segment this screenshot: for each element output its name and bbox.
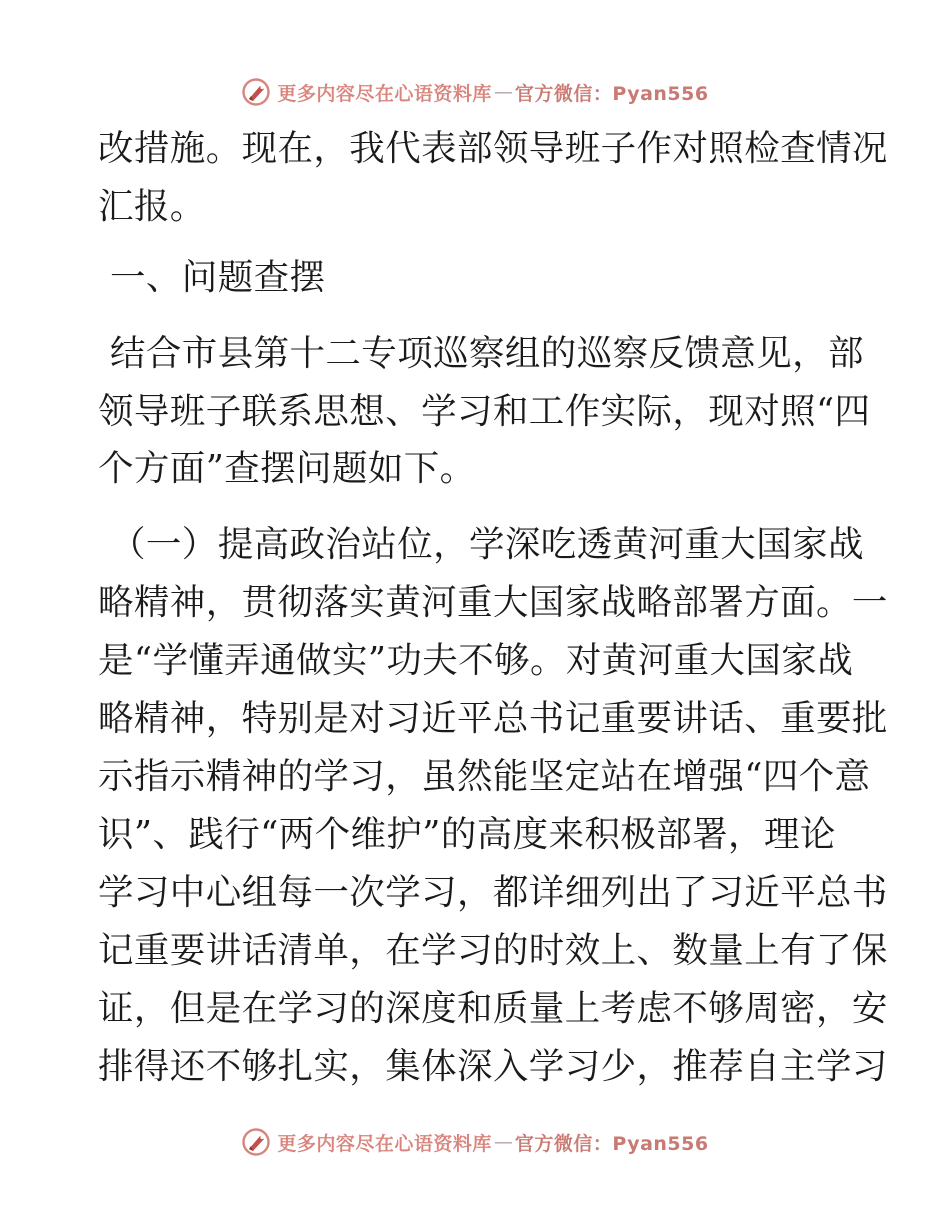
body-line: 识”、践行“两个维护”的高度来积极部署，理论 (98, 814, 836, 855)
body-line: 示指示精神的学习，虽然能坚定站在增强“四个意 (98, 756, 871, 797)
footer-watermark (0, 1122, 950, 1162)
body-line: 是“学懂弄通做实”功夫不够。对黄河重大国家战 (98, 640, 854, 681)
body-line: 记重要讲话清单，在学习的时效上、数量上有了保 (98, 930, 888, 971)
watermark-contact-text: 官方微信：Pyan556 (514, 1132, 709, 1155)
body-line: 改措施。现在，我代表部领导班子作对照检查情况 (98, 128, 888, 169)
body-line: 证，但是在学习的深度和质量上考虑不够周密，安 (98, 988, 888, 1029)
body-line: 学习中心组每一次学习，都详细列出了习近平总书 (98, 872, 888, 913)
watermark-separator: — (493, 81, 513, 103)
header-watermark (0, 72, 950, 112)
body-line: 排得还不够扎实，集体深入学习少，推荐自主学习 (98, 1046, 888, 1087)
body-line: 略精神，特别是对习近平总书记重要讲话、重要批 (98, 698, 888, 739)
watermark-separator: — (493, 1131, 513, 1153)
watermark-contact-text: 官方微信：Pyan556 (514, 82, 709, 105)
paragraph-first-line: 结合市县第十二专项巡察组的巡察反馈意见，部 (110, 333, 864, 374)
body-line: 汇报。 (98, 186, 206, 227)
body-line: 略精神，贯彻落实黄河重大国家战略部署方面。一 (98, 582, 888, 623)
pen-nib-logo-icon (241, 1127, 271, 1157)
body-line: 领导班子联系思想、学习和工作实际，现对照“四 (98, 391, 871, 432)
body-line: 个方面”查摆问题如下。 (98, 448, 476, 489)
section-heading: 一、问题查摆 (110, 257, 326, 298)
subsection-heading-line: （一）提高政治站位，学深吃透黄河重大国家战 (110, 524, 864, 565)
pen-nib-logo-icon (241, 77, 271, 107)
watermark-site-text: 更多内容尽在心语资料库 (277, 82, 492, 105)
watermark-site-text: 更多内容尽在心语资料库 (277, 1132, 492, 1155)
